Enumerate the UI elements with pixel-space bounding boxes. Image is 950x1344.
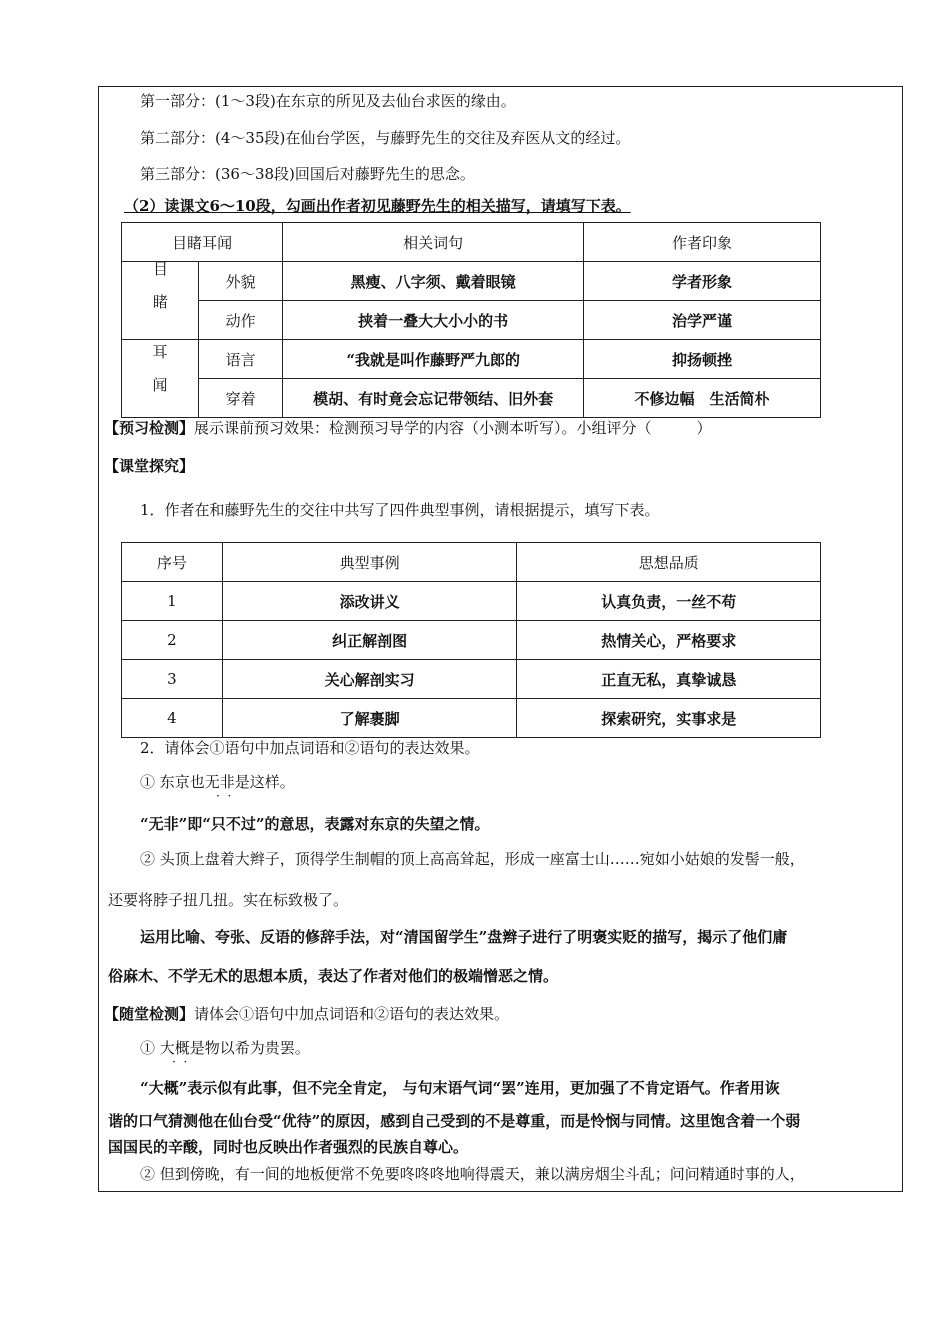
in-class-check-tag: 【随堂检测】 [104,1005,195,1023]
in-class-check [104,1004,509,1024]
preview-check-tag: 【预习检测】 [104,419,195,437]
table-header: 作者印象 [583,223,820,262]
in-class-check-text: 请体会①语句中加点词语和②语句的表达效果。 [194,1005,510,1023]
answer-two-line2: 俗麻木、不学无术的思想本质，表达了作者对他们的极端憎恶之情。 [108,967,559,985]
check-answer-line2: 谐的口气猜测他在仙台受“优待”的原因，感到自己受到的不是尊重，而是怜悯与同情。这里饱含着一个弱 [108,1112,801,1130]
class-explore-tag: 【课堂探究】 [104,457,195,475]
aspect-cell: 动作 [199,301,283,340]
event-cell: 添改讲义 [222,582,517,621]
table-row [122,699,821,738]
table-row [122,301,821,340]
first-meeting-table [121,222,821,418]
table-row [122,621,821,660]
part-one: 第一部分：(1～3段)在东京的所见及去仙台求医的缘由。 [140,92,516,110]
events-table [121,542,821,738]
answer-one: “无非”即“只不过”的意思，表露对东京的失望之情。 [140,815,490,833]
sentence-one: ① 东京也无非是这样。 [140,773,295,791]
task-two-instruction: （2）读课文6～10段，勾画出作者初见藤野先生的相关描写，请填写下表。 [124,197,631,215]
table-row [122,582,821,621]
table-header: 典型事例 [222,543,517,582]
table-header-row [122,543,821,582]
table-header: 序号 [122,543,223,582]
impression-cell: 学者形象 [583,262,820,301]
quality-cell: 正直无私，真挚诚恳 [517,660,821,699]
group-label [122,262,199,340]
impression-cell: 不修边幅 生活简朴 [583,379,820,418]
table-row [122,660,821,699]
aspect-cell: 语言 [199,340,283,379]
aspect-cell: 穿着 [199,379,283,418]
part-three: 第三部分：(36～38段)回国后对藤野先生的思念。 [140,165,475,183]
quality-cell: 认真负责，一丝不苟 [517,582,821,621]
group-label-text: 目睹 [151,260,169,327]
table-row [122,379,821,418]
check-sentence-two-text: ② 但到傍晚，有一间的地板便常不免要咚咚咚地响得震天，兼以满房烟尘斗乱；问问精通时事的人， [140,1165,805,1183]
table-header-row [122,223,821,262]
check-answer-line1: “大概”表示似有此事，但不完全肯定， 与句末语气词“罢”连用，更加强了不肯定语气。作者用诙 [140,1079,780,1097]
detail-cell: 黑瘦、八字须、戴着眼镜 [283,262,584,301]
answer-two-line1: 运用比喻、夸张、反语的修辞手法，对“清国留学生”盘辫子进行了明褒实贬的描写，揭示了他们庸 [140,928,788,946]
impression-cell: 治学严谨 [583,301,820,340]
impression-cell: 抑扬顿挫 [583,340,820,379]
event-cell: 关心解剖实习 [222,660,517,699]
quality-cell: 探索研究，实事求是 [517,699,821,738]
question-one: 1．作者在和藤野先生的交往中共写了四件典型事例，请根据提示，填写下表。 [140,501,660,519]
table-header: 思想品质 [517,543,821,582]
part-two: 第二部分：(4～35段)在仙台学医，与藤野先生的交往及弃医从文的经过。 [140,129,631,147]
detail-cell: 挟着一叠大大小小的书 [283,301,584,340]
check-sentence-one: ① 大概是物以希为贵罢。 [140,1039,310,1057]
quality-cell: 热情关心，严格要求 [517,621,821,660]
preview-check [104,418,712,438]
number-cell: 4 [122,699,223,738]
group-label-text: 耳闻 [150,343,169,410]
emphasis-dots: · · [216,789,232,803]
number-cell: 1 [122,582,223,621]
detail-cell: “我就是叫作藤野严九郎的 [283,340,584,379]
table-header: 目睹耳闻 [122,223,283,262]
check-answer-line3: 国国民的辛酸，同时也反映出作者强烈的民族自尊心。 [108,1138,469,1156]
sentence-two-line1: ② 头顶上盘着大辫子，顶得学生制帽的顶上高高耸起，形成一座富士山……宛如小姑娘的发髻一般， [140,850,805,868]
table-header: 相关词句 [283,223,584,262]
question-two: 2．请体会①语句中加点词语和②语句的表达效果。 [140,739,480,757]
number-cell: 3 [122,660,223,699]
emphasis-dots: · · [172,1055,188,1069]
table-row [122,340,821,379]
table-row [122,262,821,301]
sentence-two-line2: 还要将脖子扭几扭。实在标致极了。 [108,891,349,909]
aspect-cell: 外貌 [199,262,283,301]
event-cell: 了解裹脚 [222,699,517,738]
detail-cell: 模胡、有时竟会忘记带领结、旧外套 [283,379,584,418]
event-cell: 纠正解剖图 [222,621,517,660]
preview-check-text: 展示课前预习效果：检测预习导学的内容（小测本听写）。小组评分（ ） [194,419,712,437]
number-cell: 2 [122,621,223,660]
group-label [122,340,199,418]
